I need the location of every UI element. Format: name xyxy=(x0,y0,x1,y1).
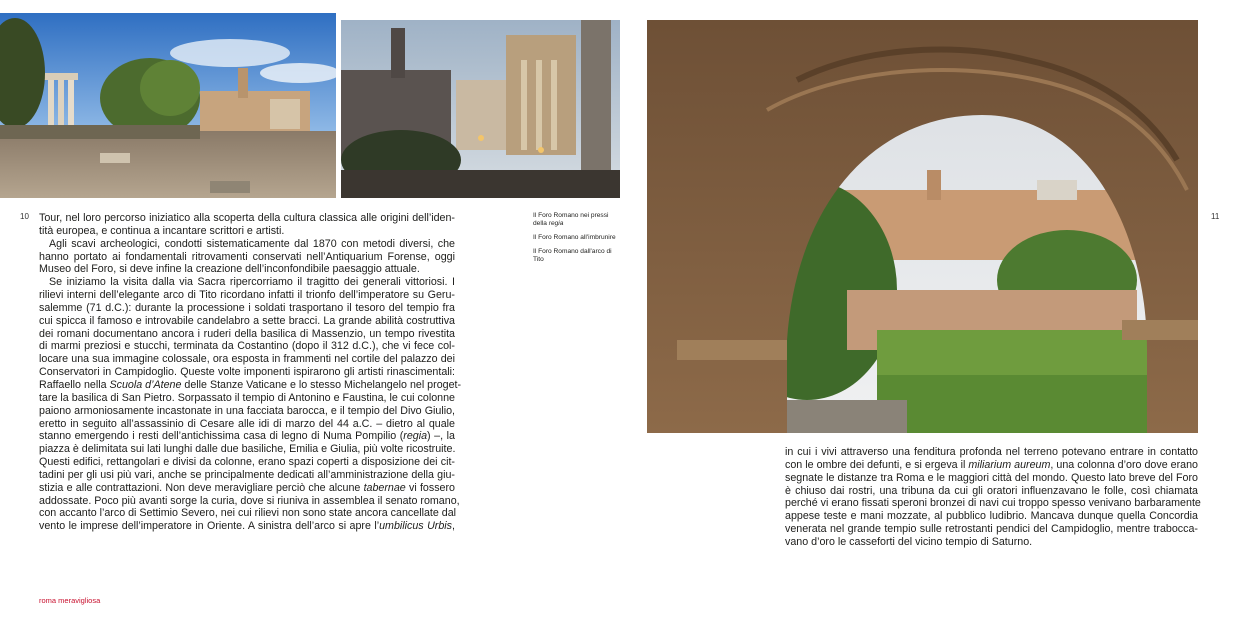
text-line: in cui i vivi attraverso una fenditura profonda nel terreno potevano entrare in contatto xyxy=(785,446,1198,458)
body-text-left-column xyxy=(39,212,462,533)
text-line: tadini per gli usi più vari, anche se principalmente dedicati all’amministrazione della giu- xyxy=(39,468,455,481)
text-line: Museo del Foro, si deve infine la creazione dell’inconfondibile paesaggio attuale. xyxy=(39,263,420,276)
page-number-left: 10 xyxy=(20,212,29,221)
text-line: salemme (71 d.C.): durante la processione i soldati trasportano il tesoro del tempio fra xyxy=(39,301,455,314)
text-line: vano d’oro le casseforti del vicino tempio di Saturno. xyxy=(785,535,1033,548)
text-line: segnate le distanze tra Roma e le maggiori città del mondo. Questo lato breve del Foro xyxy=(785,471,1198,484)
text-line: con accanto l’arco di Settimio Severo, nei cui rilievi non sono state ancora cancellate dal xyxy=(39,507,457,520)
text-line: perché vi erano fissati speroni bronzei di navi cui troppo spesso venivano barbaramente xyxy=(785,497,1201,510)
text-line: rilievi interni dell’elegante arco di Tito ricordano infatti il trionfo dell’imperatore su Geru- xyxy=(39,289,455,302)
text-line: Tour, nel loro percorso iniziatico alla scoperta della cultura classica alle origini dell’iden- xyxy=(39,212,455,224)
text-line: dei romani documentano ancora i ruderi della basilica di Massenzio, un tempo rivestita xyxy=(39,327,455,340)
photo-forum-from-arch-of-titus xyxy=(647,20,1198,433)
text-line: piazza è delimitata sui lati lunghi dalle due basiliche, Emilia e Giulia, più volte ricostruite. xyxy=(39,443,456,456)
text-line: appese teste e mani mozzate, al pubblico ludibrio. Mancava dunque quella Concordia xyxy=(785,510,1198,523)
photo-forum-dusk xyxy=(341,20,620,198)
text-line: cui spicca il famoso e introvabile candelabro a sette bracci. La grande abilità costruttiva xyxy=(39,314,455,327)
running-footer: roma meravigliosa xyxy=(39,596,101,605)
text-line: stanno emergendo i resti dell’antichissima casa di legno di Numa Pompilio (regia) –, la xyxy=(39,430,455,443)
caption-regia: Il Foro Romano nei pressi della regia xyxy=(533,212,609,227)
text-line: venerata nel grande tempio sulle retrostanti pendici del Campidoglio, mentre trabocca- xyxy=(785,523,1198,536)
text-line: addossate. Poco più avanti sorge la curia, dove si riuniva in assemblea il senato romano, xyxy=(39,494,460,507)
caption-dusk: Il Foro Romano all'imbrunire xyxy=(533,234,616,241)
text-line: di marmi preziosi e stucchi, terminata da Costantino (dopo il 312 d.C.), che vi fece col- xyxy=(39,340,455,353)
text-line: Raffaello nella Scuola d’Atene delle Stanze Vaticane e lo stesso Michelangelo nel proget- xyxy=(39,378,462,391)
text-line: con le ombre dei defunti, e si ergeva il miliarium aureum, una colonna d’oro dove erano xyxy=(785,458,1198,471)
text-line: Se iniziamo la visita dalla via Sacra ripercorriamo il tragitto dei generali vittoriosi. I xyxy=(49,276,455,289)
text-line: locare una sua immagine colossale, ora esposta in frammenti nel cortile del palazzo dei xyxy=(39,353,455,366)
text-line: eretto in seguito all’assassinio di Cesare alle idi di marzo del 44 a.C. – dietro al quale xyxy=(39,417,455,430)
text-line: Agli scavi archeologici, condotti sistematicamente dal 1870 con metodi diversi, che xyxy=(49,237,455,250)
text-line: tare la basilica di San Pietro. Sorpassato il tempio di Antonino e Faustina, le cui colonne xyxy=(39,391,455,404)
body-text-right-column xyxy=(785,446,1201,549)
text-line: hanno portato ai fondamentali ritrovamenti conservati nell’Antiquarium Forense, oggi xyxy=(39,250,455,263)
text-line: tità europea, e continua a incantare scrittori e artisti. xyxy=(39,224,285,237)
text-line: Questi edifici, rettangolari e divisi da colonne, erano spazi coperti a disposizione dei cit- xyxy=(39,456,455,469)
text-line: è chiuso dai rostri, una tribuna da cui gli oratori influenzavano le folle, così chiamata xyxy=(785,484,1198,497)
caption-arch-of-titus: Il Foro Romano dall'arco di Tito xyxy=(533,248,612,263)
text-line: stizia e alle contrattazioni. Non deve meravigliare perciò che alcune tabernae vi fossero xyxy=(39,481,455,494)
page-number-right: 11 xyxy=(1211,212,1220,221)
text-line: vento le imprese dell’imperatore in Oriente. A sinistra dell’arco si apre l’umbilicus Urbis, xyxy=(39,520,455,533)
text-line: paiono armoniosamente incastonate in una facciata barocca, e il tempio del Divo Giulio, xyxy=(39,404,455,417)
text-line: Conservatori in Campidoglio. Queste volte imponenti ispirarono gli artisti rinascimentali: xyxy=(39,366,455,379)
photo-captions xyxy=(533,212,623,270)
photo-forum-regia xyxy=(0,13,336,198)
